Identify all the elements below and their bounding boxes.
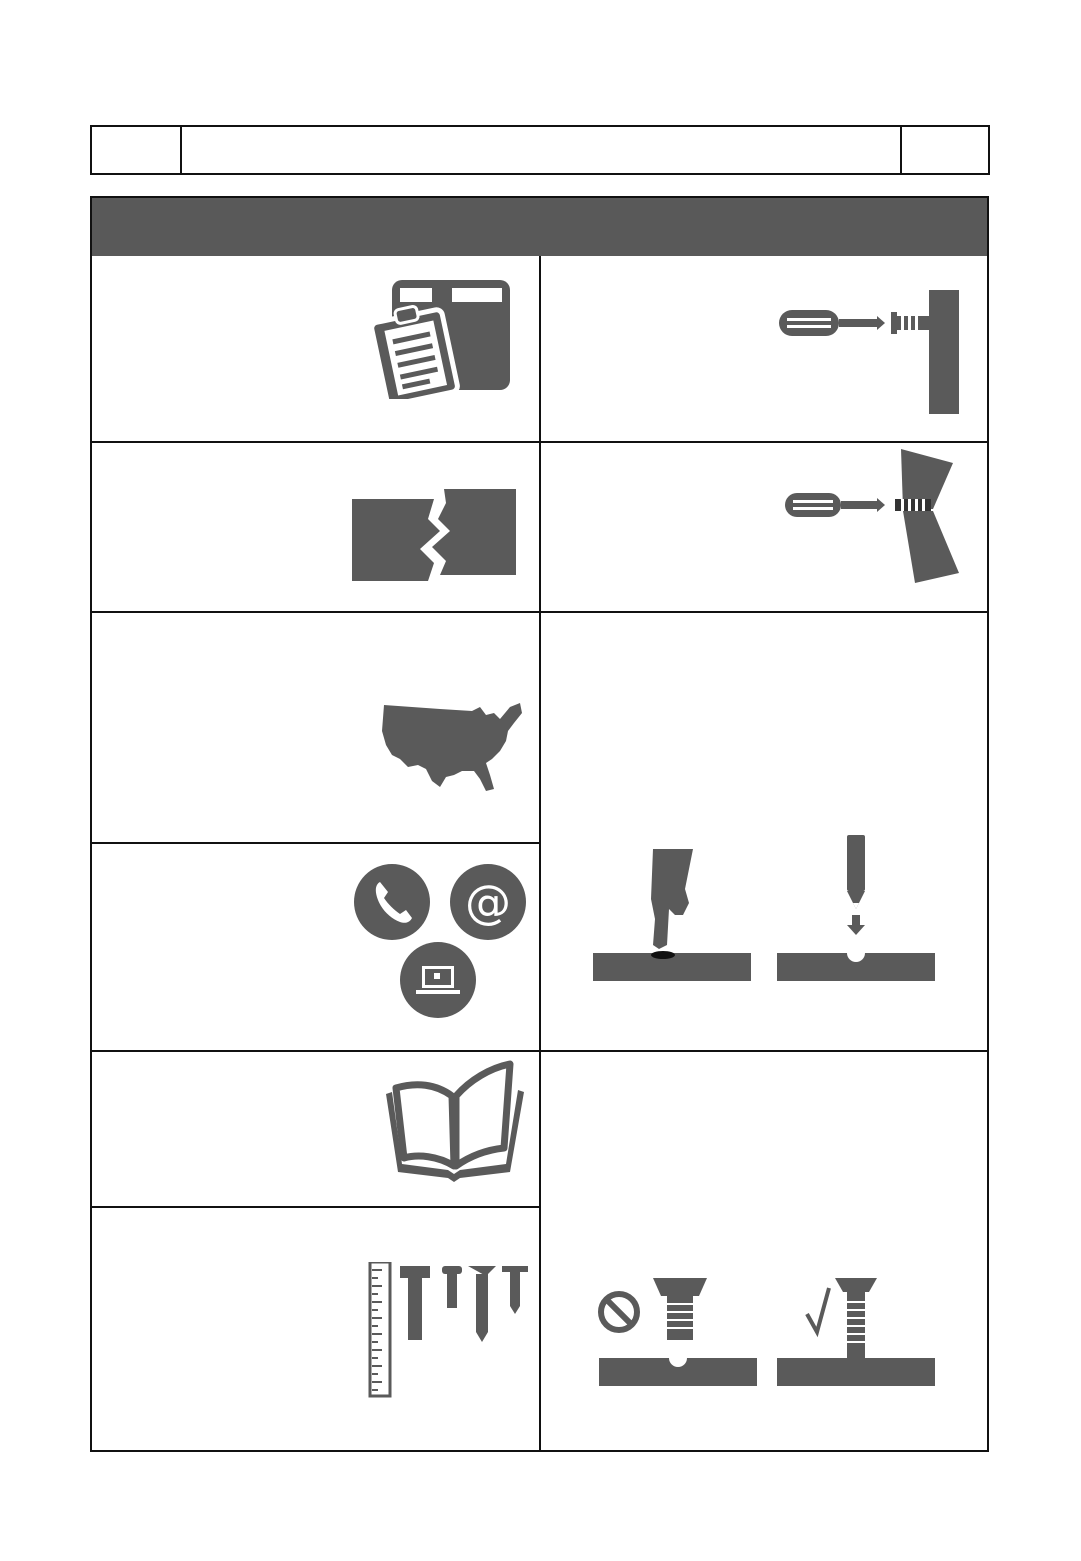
screwdriver-angle-icon (783, 449, 965, 589)
open-book-icon (378, 1060, 530, 1186)
cell-mark-drill-points (541, 613, 987, 1050)
cell-tighten-screws-wall (541, 256, 987, 441)
finger-mark-icon (593, 849, 755, 983)
cell-countersink-screws (541, 1052, 987, 1450)
broken-panel-icon (350, 489, 520, 585)
phone-icon (352, 862, 432, 942)
screwdriver-wall-icon (777, 290, 963, 415)
laptop-icon (398, 940, 478, 1020)
panel-title-bar (92, 198, 987, 256)
cell-damaged-parts (92, 443, 539, 611)
cell-inspect-packaging (92, 256, 539, 441)
at-sign-icon (448, 862, 528, 942)
cell-read-manual (92, 1052, 539, 1206)
header-cell-left (92, 127, 182, 173)
svg-text:@: @ (465, 875, 511, 929)
header-cell-center (182, 127, 902, 173)
ruler-screws-icon (368, 1262, 534, 1400)
cell-tighten-screws-angle (541, 443, 987, 611)
cell-contact-support (92, 844, 539, 1050)
header-cell-right (902, 127, 988, 173)
cell-screw-sizes (92, 1208, 539, 1450)
cell-usa-service (92, 613, 539, 842)
clipboard-box-icon (360, 274, 520, 399)
checkmark-screw-icon (777, 1274, 939, 1390)
instruction-panel (90, 196, 989, 1452)
no-symbol-screw-icon (597, 1274, 759, 1390)
usa-map-icon (380, 701, 526, 795)
header-strip (90, 125, 990, 175)
pencil-mark-icon (777, 835, 939, 983)
